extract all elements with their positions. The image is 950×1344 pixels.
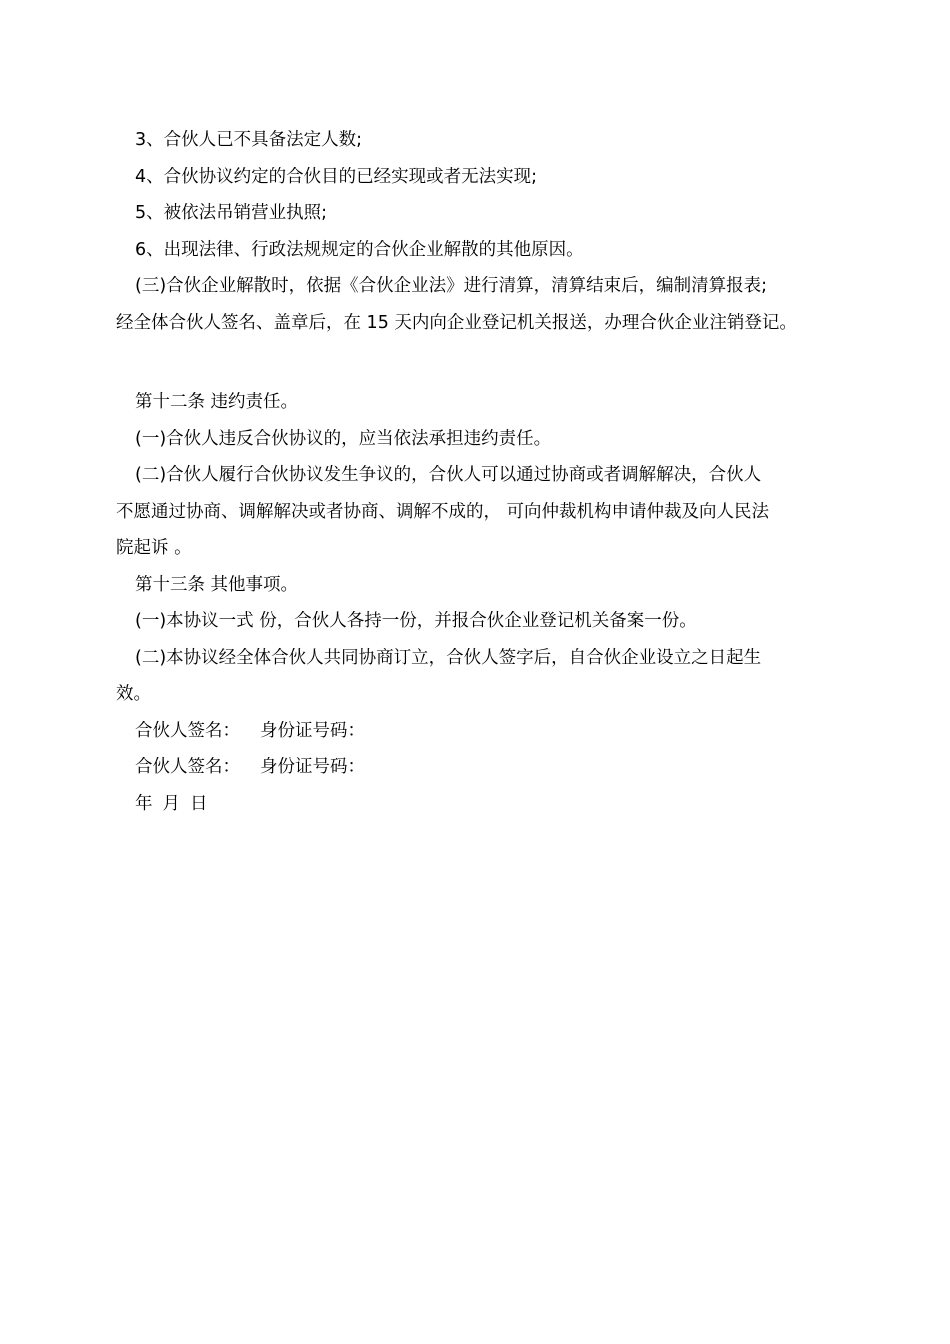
date-year: 年 [135,793,153,814]
article-12-item-2-line-3: 院起诉 。 [116,538,192,558]
dissolution-item-5: 5、被依法吊销营业执照; [135,203,328,223]
id-number-label: 身份证号码： [260,720,365,741]
dissolution-item-3: 3、合伙人已不具备法定人数; [135,130,363,150]
liquidation-clause-line-2: 经全体合伙人签名、盖章后，在 15 天内向企业登记机关报送，办理合伙企业注销登记。 [116,312,797,333]
article-13-title: 第十三条 其他事项。 [135,574,299,595]
article-12-title: 第十二条 违约责任。 [135,392,299,412]
date-row [116,786,846,823]
signature-row-2 [116,749,846,786]
article-13-item-2-line-1: (二)本协议经全体合伙人共同协商订立，合伙人签字后，自合伙企业设立之日起生 [135,647,762,668]
article-13-item-2-line-2: 效。 [116,684,151,704]
article-12-item-1: (一)合伙人违反合伙协议的，应当依法承担违约责任。 [135,428,552,449]
signature-row-1 [116,713,846,750]
id-number-label: 身份证号码： [260,757,365,777]
article-13-item-1: (一)本协议一式 份，合伙人各持一份，并报合伙企业登记机关备案一份。 [135,611,697,631]
liquidation-clause-line-1: (三)合伙企业解散时，依据《合伙企业法》进行清算，清算结束后，编制清算报表; [135,276,768,296]
date-month: 月 [162,793,180,814]
section-gap [116,341,846,384]
dissolution-item-6: 6、出现法律、行政法规规定的合伙企业解散的其他原因。 [135,239,584,260]
dissolution-item-4: 4、合伙协议约定的合伙目的已经实现或者无法实现; [135,166,538,187]
document-body [116,122,846,822]
article-12-item-2-line-2: 不愿通过协商、调解解决或者协商、调解不成的， 可向仲裁机构申请仲裁及向人民法 [116,501,770,522]
partner-signature-label: 合伙人签名： [135,720,240,741]
partner-signature-label: 合伙人签名： [135,757,240,777]
article-12-item-2-line-1: (二)合伙人履行合伙协议发生争议的，合伙人可以通过协商或者调解解决，合伙人 [135,465,762,485]
date-day: 日 [190,793,208,814]
